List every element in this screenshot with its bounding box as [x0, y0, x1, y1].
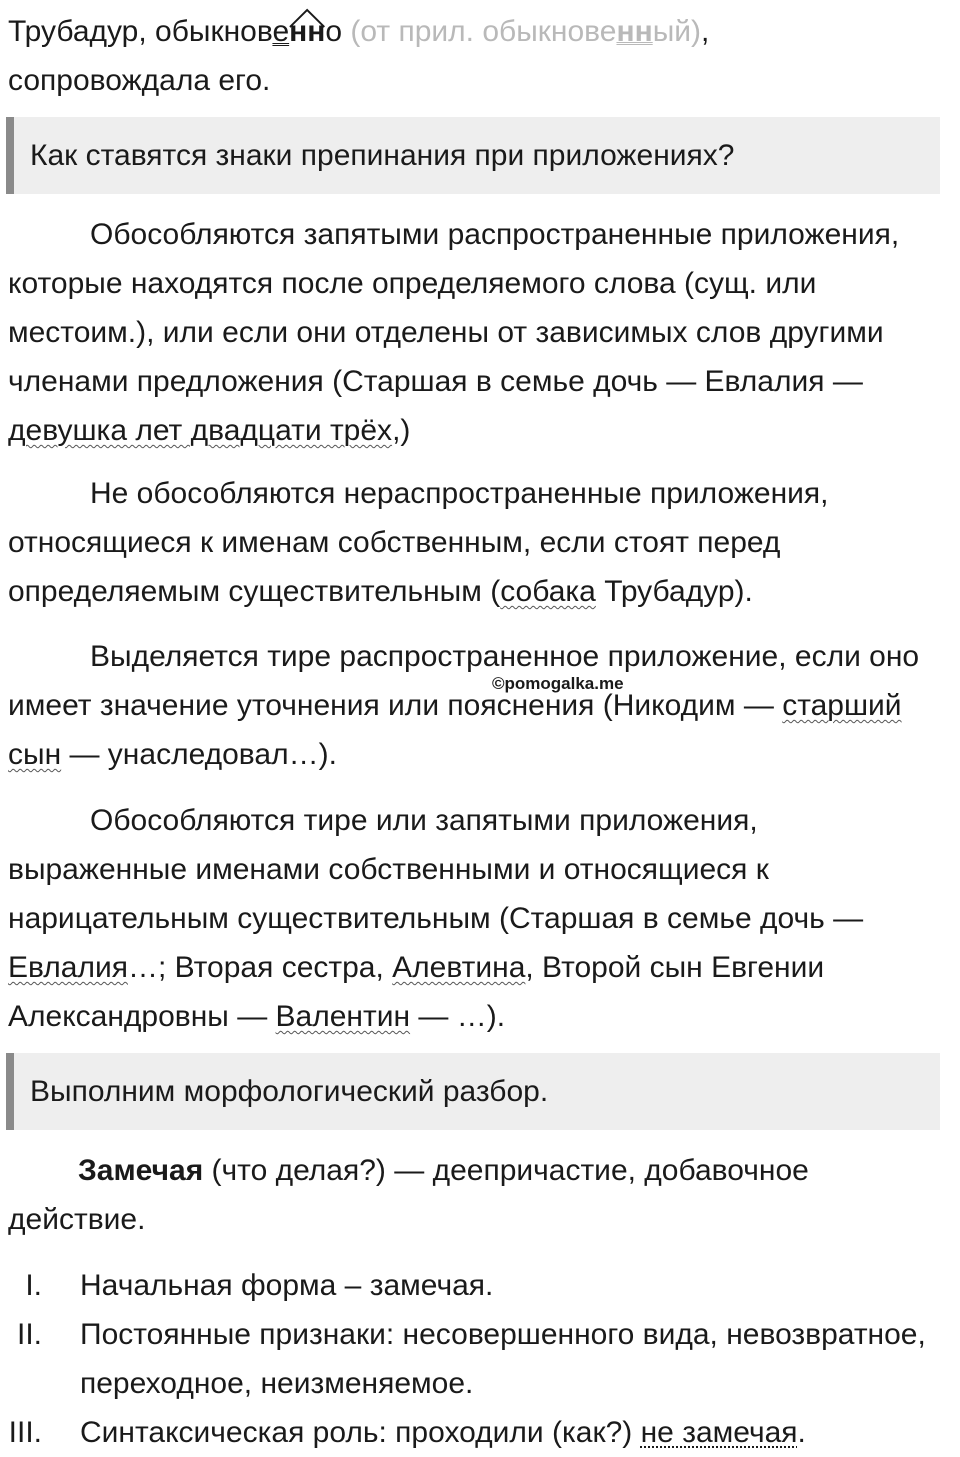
morph-list: [0, 1261, 942, 1457]
intro-vowel: е: [272, 15, 290, 48]
list-number: II.: [16, 1318, 42, 1351]
list-item: [0, 1310, 942, 1408]
intro-suffix: нн: [289, 15, 326, 48]
list-end: .: [797, 1416, 806, 1449]
intro-ending: о: [325, 15, 343, 48]
intro-gray-start: (от прил. обыкнове: [342, 15, 617, 48]
rule4-mid-1: …; Вторая сестра,: [127, 951, 393, 984]
morph-desc: (что делая?) — деепричастие, добавочное действие.: [8, 1154, 809, 1236]
rule4-mid-2: , Второй сын Евгении Александровны —: [8, 951, 825, 1033]
question-heading-morphology: Выполним морфологический разбор.: [6, 1053, 940, 1130]
watermark: ©pomogalka.me: [492, 674, 624, 693]
rule-paragraph-2: [8, 469, 942, 616]
list-text: Постоянные признаки: несовершенного вида, невозвратное, переходное, неизменяемое.: [80, 1318, 926, 1400]
list-example: не замечая: [640, 1416, 798, 1449]
intro-gray-suffix: нн: [616, 15, 653, 48]
rule-paragraph-3: [8, 632, 942, 779]
list-text: Начальная форма – замечая.: [80, 1269, 494, 1302]
morph-paragraph: [8, 1146, 942, 1244]
list-number: III.: [8, 1416, 42, 1449]
rule3-example: старший сын: [8, 689, 902, 771]
rule3-text: Выделяется тире распространенное приложение, если оно имеет значение уточнения или пояснения (Никодим —: [8, 640, 920, 722]
rule-paragraph-1: [8, 210, 942, 455]
rule3-end: — унаследовал…).: [61, 738, 337, 771]
intro-gray-end: ый): [652, 15, 702, 48]
intro-comma: ,: [701, 15, 710, 48]
rule-paragraph-4: [8, 796, 942, 1041]
intro-paragraph: [8, 7, 942, 105]
rule4-text: Обособляются тире или запятыми приложения, выраженные именами собственными и относящиеся к нарицательным существительным (Старшая в семье дочь —: [8, 804, 864, 935]
rule1-end: ,): [392, 414, 411, 447]
rule1-text: Обособляются запятыми распространенные приложения, которые находятся после определяемого слова (сущ. или местоим.), или если они отделены от зависимых слов другими членами предложения (Старшая в семье дочь — Евлалия —: [8, 218, 900, 398]
morph-word: Замечая: [78, 1154, 204, 1187]
rule4-end: — …).: [410, 1000, 506, 1033]
suffix-arc-icon: [289, 7, 325, 29]
intro-text: Трубадур, обыкнов: [8, 15, 273, 48]
intro-line2: сопровождала его.: [8, 64, 271, 97]
rule4-example-2: Алевтина: [392, 951, 526, 984]
list-item: [0, 1408, 942, 1457]
rule1-example: девушка лет двадцати трёх: [8, 414, 393, 447]
rule4-example-3: Валентин: [275, 1000, 411, 1033]
rule2-example: собака: [500, 575, 596, 608]
rule2-end: Трубадур).: [595, 575, 753, 608]
list-item: [0, 1261, 942, 1310]
list-number: I.: [25, 1269, 42, 1302]
suffix-mark: [289, 15, 325, 48]
list-text: Синтаксическая роль: проходили (как?): [80, 1416, 641, 1449]
rule2-text: Не обособляются нераспространенные приложения, относящиеся к именам собственным, если стоят перед определяемым существительным (: [8, 477, 829, 608]
rule4-example-1: Евлалия: [8, 951, 128, 984]
question-heading-punctuation: Как ставятся знаки препинания при приложениях?: [6, 117, 940, 194]
